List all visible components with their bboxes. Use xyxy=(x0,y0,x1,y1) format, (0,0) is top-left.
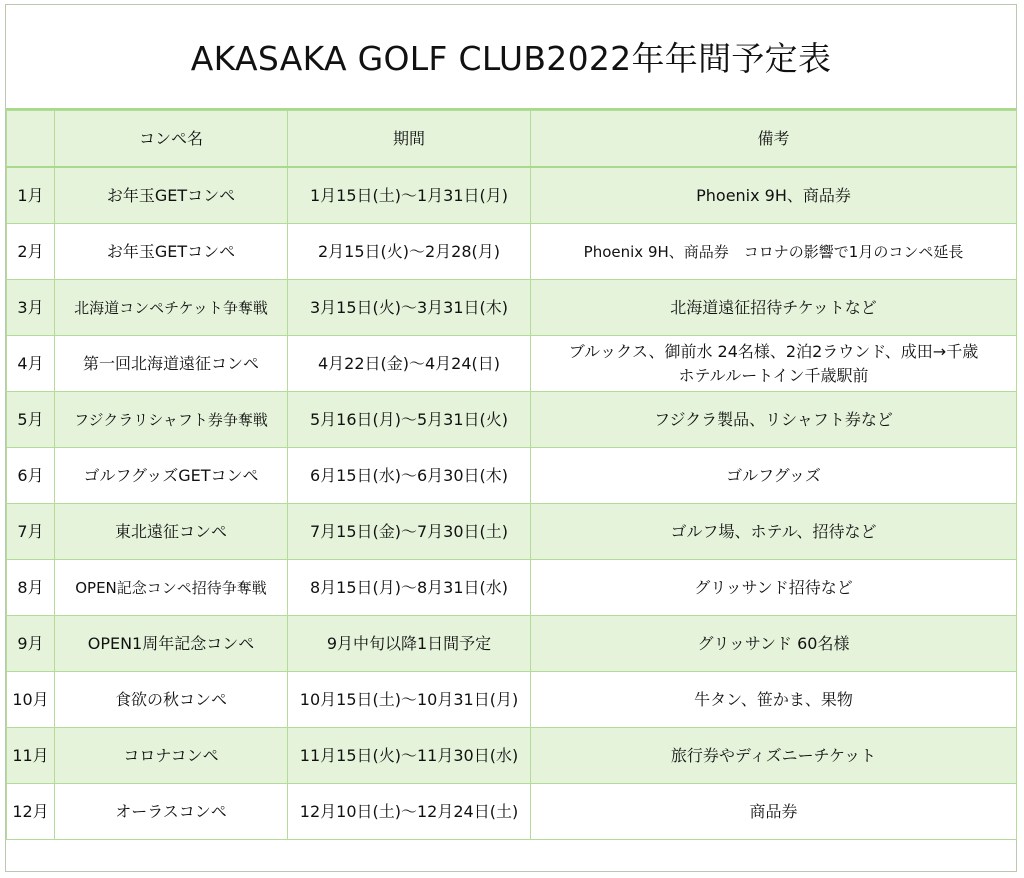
notes-cell: ゴルフグッズ xyxy=(531,448,1017,504)
table-header-row xyxy=(7,111,1017,168)
schedule-document xyxy=(5,4,1017,872)
month-cell: 11月 xyxy=(7,728,55,784)
page-title: AKASAKA GOLF CLUB2022年年間予定表 xyxy=(190,39,832,78)
header-month xyxy=(7,111,55,168)
period-cell: 4月22日(金)〜4月24(日) xyxy=(288,336,531,392)
notes-cell: グリッサンド 60名様 xyxy=(531,616,1017,672)
name-cell: お年玉GETコンペ xyxy=(55,224,288,280)
month-cell: 3月 xyxy=(7,280,55,336)
header-period: 期間 xyxy=(288,111,531,168)
table-row xyxy=(7,448,1017,504)
notes-cell xyxy=(531,336,1017,392)
period-cell: 5月16日(月)〜5月31日(火) xyxy=(288,392,531,448)
period-cell: 8月15日(月)〜8月31日(水) xyxy=(288,560,531,616)
notes-cell: 商品券 xyxy=(531,784,1017,840)
table-row xyxy=(7,280,1017,336)
month-cell: 4月 xyxy=(7,336,55,392)
notes-cell: フジクラ製品、リシャフト券など xyxy=(531,392,1017,448)
period-cell: 11月15日(火)〜11月30日(水) xyxy=(288,728,531,784)
name-cell: コロナコンペ xyxy=(55,728,288,784)
notes-cell: 北海道遠征招待チケットなど xyxy=(531,280,1017,336)
name-cell: OPEN記念コンペ招待争奪戦 xyxy=(55,560,288,616)
schedule-table xyxy=(6,110,1017,840)
notes-cell: 旅行券やディズニーチケット xyxy=(531,728,1017,784)
month-cell: 7月 xyxy=(7,504,55,560)
title-box xyxy=(6,5,1016,110)
name-cell: オーラスコンペ xyxy=(55,784,288,840)
notes-cell: ゴルフ場、ホテル、招待など xyxy=(531,504,1017,560)
table-row xyxy=(7,392,1017,448)
month-cell: 10月 xyxy=(7,672,55,728)
name-cell: フジクラリシャフト券争奪戦 xyxy=(55,392,288,448)
period-cell: 7月15日(金)〜7月30日(土) xyxy=(288,504,531,560)
name-cell: OPEN1周年記念コンペ xyxy=(55,616,288,672)
period-cell: 2月15日(火)〜2月28(月) xyxy=(288,224,531,280)
table-row xyxy=(7,224,1017,280)
period-cell: 12月10日(土)〜12月24日(土) xyxy=(288,784,531,840)
month-cell: 2月 xyxy=(7,224,55,280)
month-cell: 12月 xyxy=(7,784,55,840)
name-cell: お年玉GETコンペ xyxy=(55,167,288,224)
name-cell: 第一回北海道遠征コンペ xyxy=(55,336,288,392)
month-cell: 5月 xyxy=(7,392,55,448)
table-row xyxy=(7,504,1017,560)
table-row xyxy=(7,560,1017,616)
name-cell: 東北遠征コンペ xyxy=(55,504,288,560)
name-cell: 食欲の秋コンペ xyxy=(55,672,288,728)
table-row xyxy=(7,728,1017,784)
period-cell: 9月中旬以降1日間予定 xyxy=(288,616,531,672)
notes-cell: 牛タン、笹かま、果物 xyxy=(531,672,1017,728)
notes-multiline: ブルックス、御前水 24名様、2泊2ラウンド、成田→千歳 ホテルルートイン千歳駅前 xyxy=(568,341,979,385)
table-row xyxy=(7,784,1017,840)
period-cell: 6月15日(水)〜6月30日(木) xyxy=(288,448,531,504)
notes-cell: グリッサンド招待など xyxy=(531,560,1017,616)
month-cell: 1月 xyxy=(7,167,55,224)
month-cell: 6月 xyxy=(7,448,55,504)
name-cell: 北海道コンペチケット争奪戦 xyxy=(55,280,288,336)
header-notes: 備考 xyxy=(531,111,1017,168)
table-row xyxy=(7,336,1017,392)
name-cell: ゴルフグッズGETコンペ xyxy=(55,448,288,504)
month-cell: 9月 xyxy=(7,616,55,672)
month-cell: 8月 xyxy=(7,560,55,616)
table-row xyxy=(7,672,1017,728)
period-cell: 10月15日(土)〜10月31日(月) xyxy=(288,672,531,728)
notes-cell: Phoenix 9H、商品券 xyxy=(531,167,1017,224)
notes-cell: Phoenix 9H、商品券 コロナの影響で1月のコンペ延長 xyxy=(531,224,1017,280)
table-row xyxy=(7,616,1017,672)
period-cell: 3月15日(火)〜3月31日(木) xyxy=(288,280,531,336)
header-name: コンペ名 xyxy=(55,111,288,168)
table-row xyxy=(7,167,1017,224)
period-cell: 1月15日(土)〜1月31日(月) xyxy=(288,167,531,224)
